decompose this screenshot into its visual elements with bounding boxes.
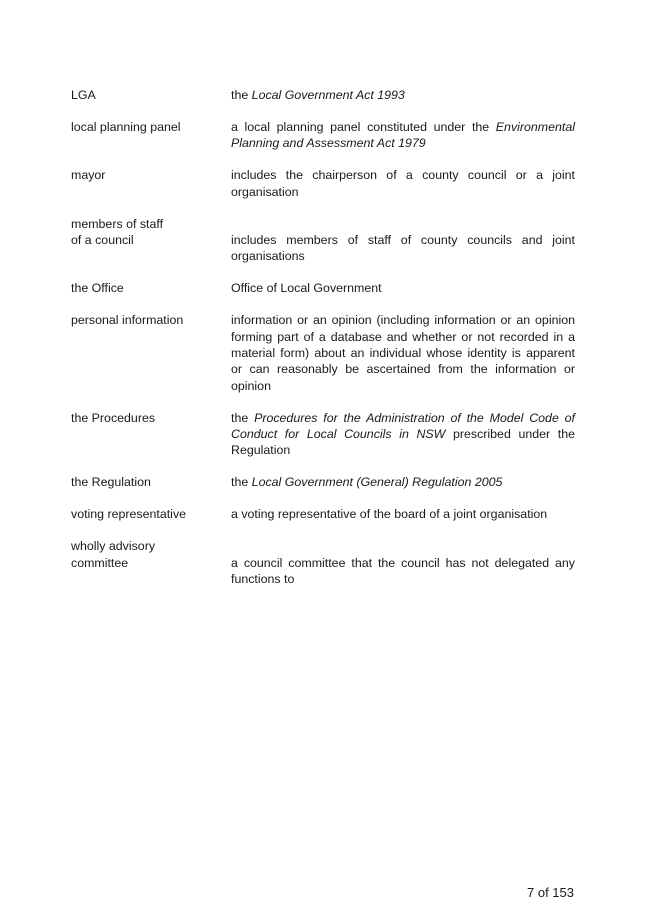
definition-text: the Procedures for the Administration of the Model Code of Conduct for Local Councils in NSW prescribed under the Regulation xyxy=(231,410,575,458)
definition-row-the-office xyxy=(71,280,575,296)
definition-term: local planning panel xyxy=(71,119,181,134)
definition-term: LGA xyxy=(71,88,96,102)
definition-term xyxy=(71,538,231,587)
definition-term-line: wholly advisory xyxy=(71,539,156,554)
definition-text: Office of Local Government xyxy=(231,281,382,296)
definitions-list xyxy=(71,87,575,603)
definition-term-line: committee xyxy=(71,555,129,570)
definition-term: the Office xyxy=(71,281,124,296)
definition-term-line: members of staff xyxy=(71,216,164,231)
definition-row-voting-representative xyxy=(71,506,575,522)
definition-term: personal information xyxy=(71,313,184,328)
definition-text: includes the chairperson of a county council or a joint organisation xyxy=(231,168,575,199)
definition-row-the-regulation xyxy=(71,474,575,490)
definition-text: the Local Government (General) Regulation 2005 xyxy=(231,475,503,490)
definition-row-personal-information xyxy=(71,312,575,394)
definition-text: includes members of staff of county councils and joint organisations xyxy=(231,232,575,264)
definition-text: a local planning panel constituted under the Environmental Planning and Assessment Act 1979 xyxy=(231,119,575,151)
definition-row-mayor xyxy=(71,167,575,200)
definition-text: information or an opinion (including information or an opinion forming part of a database and whether or not recorded in a material form) about an individual whose identity is apparent or can reasonably be ascertained from the information or opinion xyxy=(231,313,575,393)
definition-row-local-planning-panel xyxy=(71,119,575,152)
definition-term: mayor xyxy=(71,168,106,183)
page-number: 7 of 153 xyxy=(527,885,574,900)
definition-row-members-of-staff xyxy=(71,216,575,265)
definition-text: the Local Government Act 1993 xyxy=(231,88,405,102)
definition-row-wholly-advisory-committee xyxy=(71,538,575,587)
definition-text: a council committee that the council has not delegated any functions to xyxy=(231,555,575,586)
definition-row-lga xyxy=(71,87,575,103)
definition-term: voting representative xyxy=(71,507,187,522)
definition-row-the-procedures xyxy=(71,410,575,459)
definition-text: a voting representative of the board of a joint organisation xyxy=(231,507,548,522)
definition-term: the Procedures xyxy=(71,410,156,425)
definition-term xyxy=(71,216,231,265)
definition-term: the Regulation xyxy=(71,475,151,490)
definition-term-line: of a council xyxy=(71,232,134,247)
